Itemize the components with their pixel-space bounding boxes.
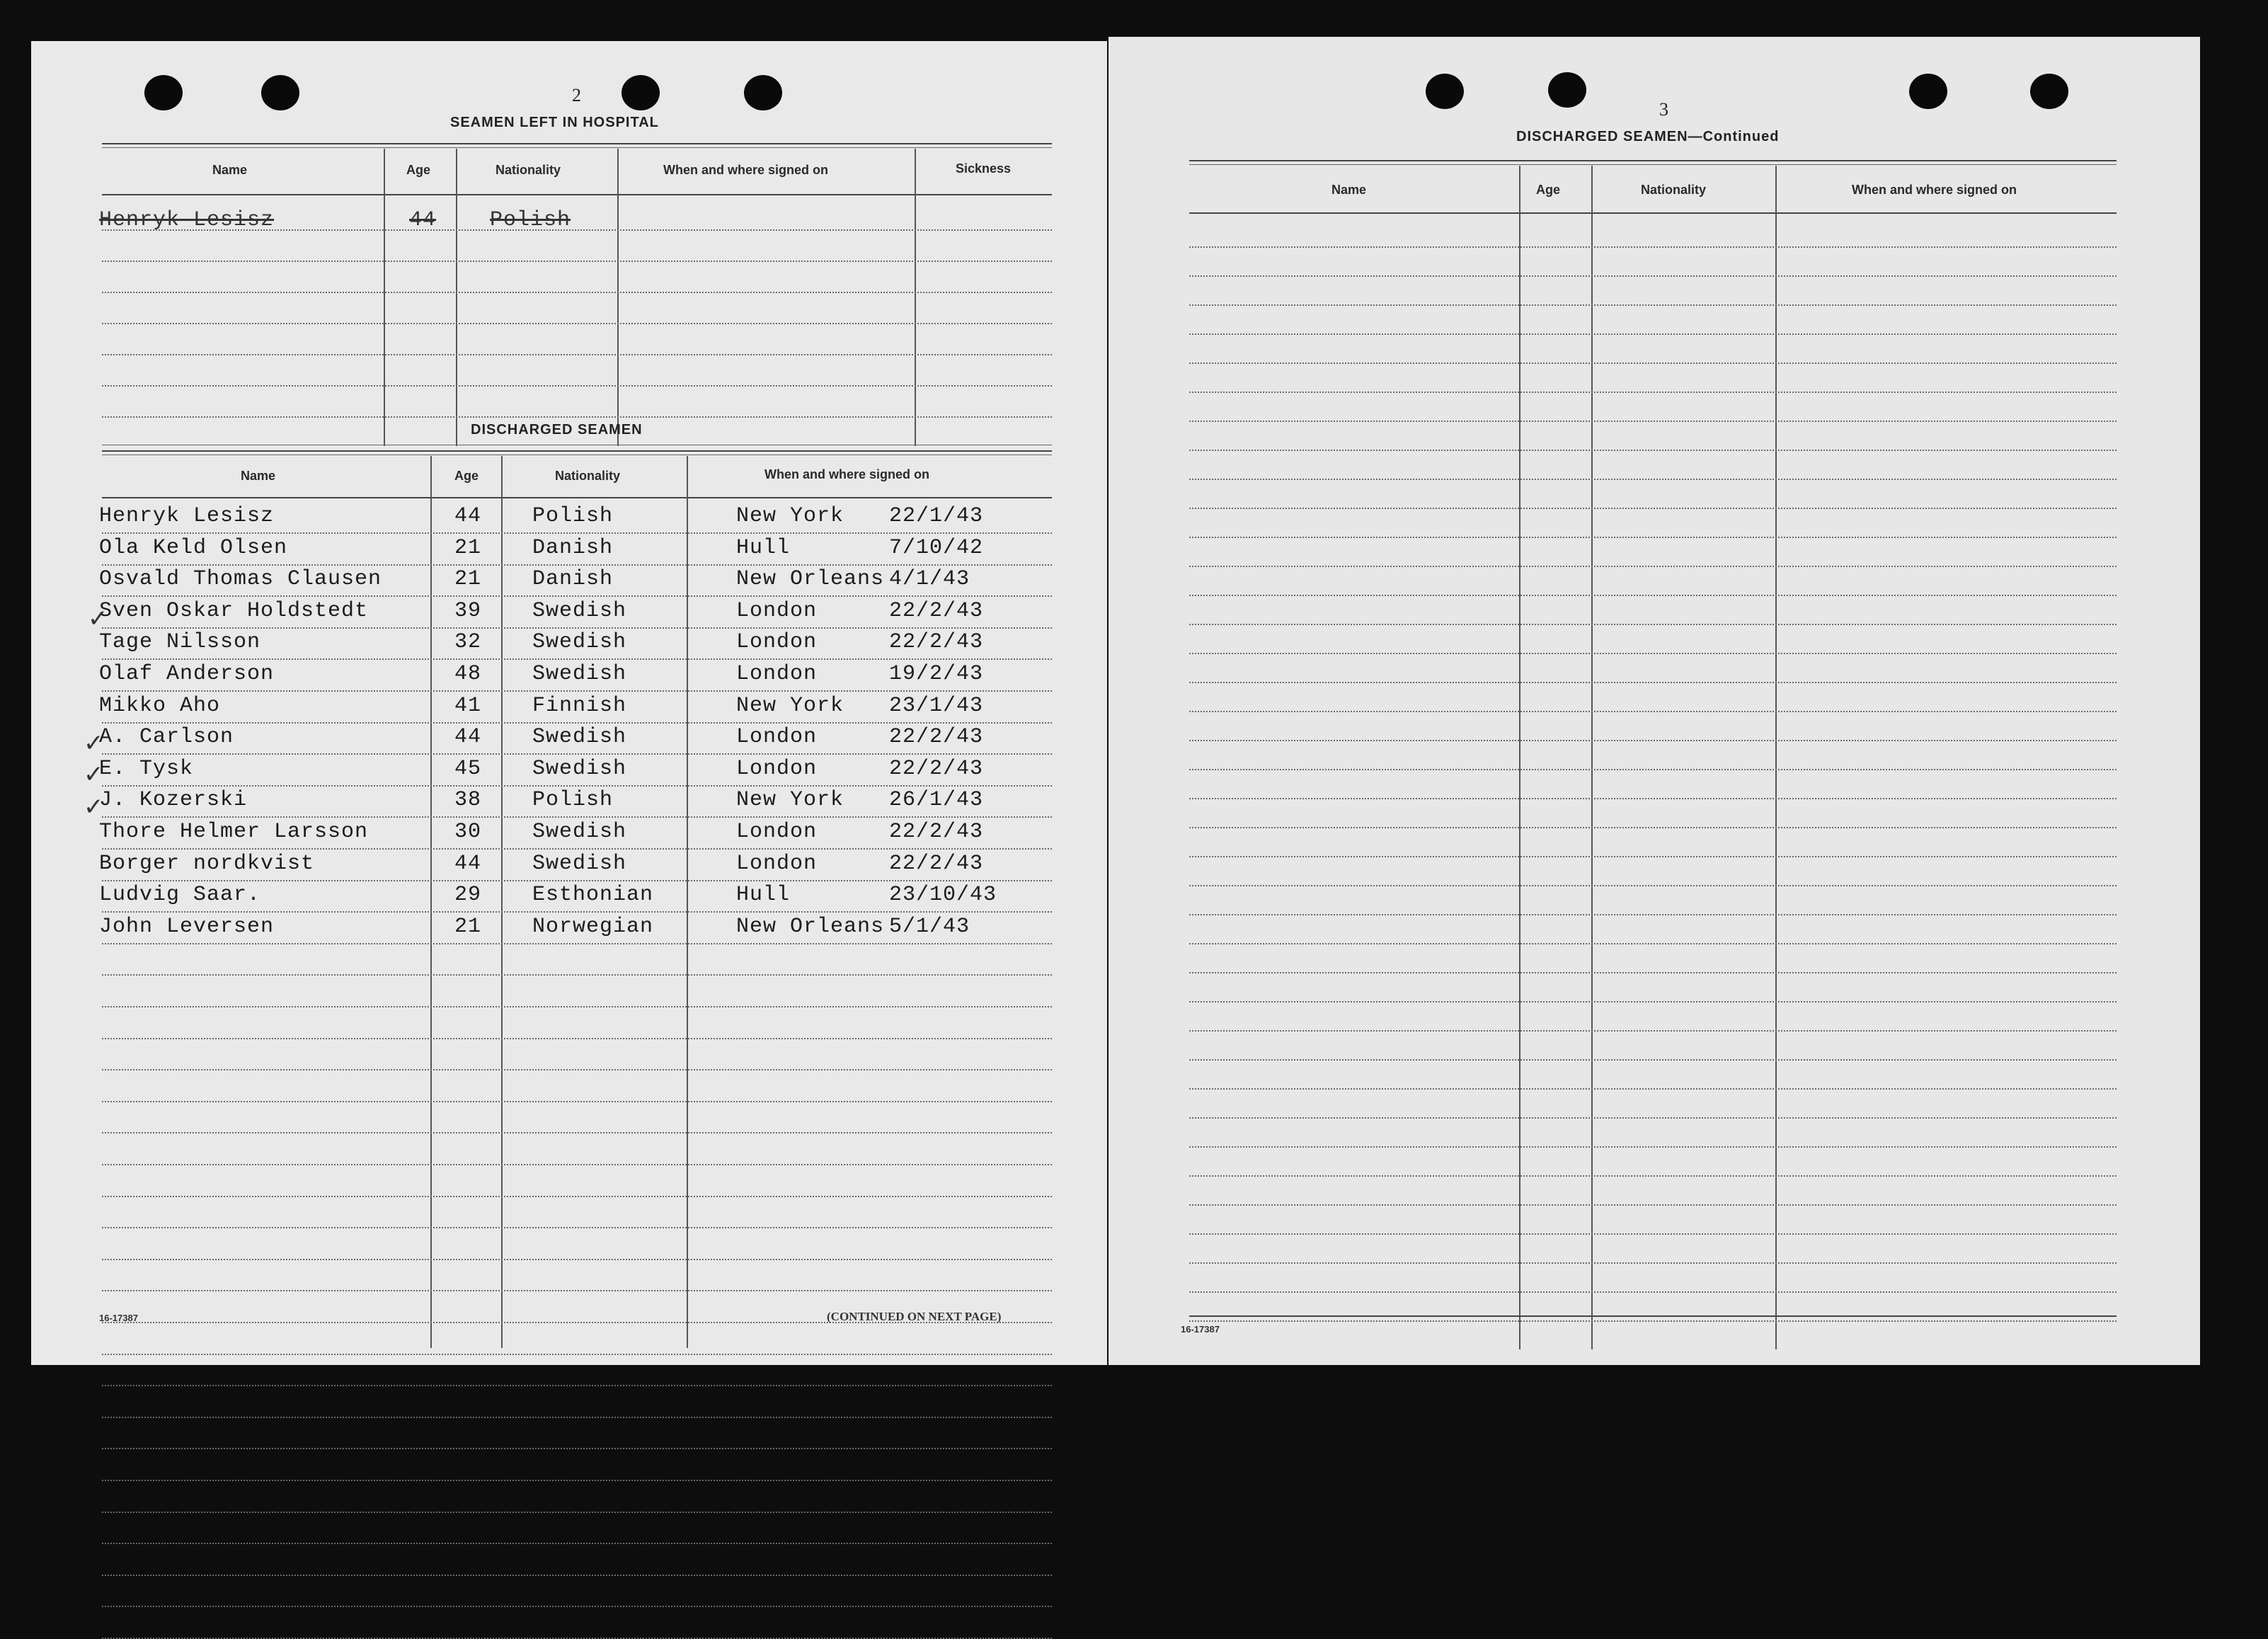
col-nationality: Nationality — [1641, 183, 1707, 197]
form-number: 16-17387 — [99, 1313, 138, 1323]
cell-age: 29 — [454, 883, 482, 907]
cell-name: Mikko Aho — [99, 694, 221, 718]
cell-place: London — [736, 852, 818, 876]
cell-age: 44 — [454, 504, 482, 528]
punch-hole — [1909, 74, 1947, 109]
col-age: Age — [1536, 183, 1561, 197]
cell-age: 45 — [454, 757, 482, 781]
col-age: Age — [454, 469, 479, 483]
punch-hole — [622, 75, 660, 110]
cell-name: A. Carlson — [99, 725, 234, 749]
cell-age: 48 — [454, 662, 482, 686]
cell-nationality: Swedish — [532, 725, 627, 749]
col-sickness: Sickness — [956, 161, 1012, 176]
left-page — [31, 41, 1107, 1365]
cell-age: 32 — [454, 630, 482, 654]
cell-age: 21 — [454, 536, 482, 560]
cell-age: 21 — [454, 915, 482, 939]
cell-place: New York — [736, 788, 844, 812]
cell-name: Tage Nilsson — [99, 630, 261, 654]
cell-date: 26/1/43 — [889, 788, 984, 812]
cell-name: Osvald Thomas Clausen — [99, 567, 382, 591]
cell-place: London — [736, 725, 818, 749]
cell-age: 38 — [454, 788, 482, 812]
struck-name: Henryk Lesisz — [99, 208, 275, 232]
punch-hole — [144, 75, 183, 110]
col-signed-on: When and where signed on — [764, 467, 930, 481]
cell-age: 44 — [454, 852, 482, 876]
cell-name: Thore Helmer Larsson — [99, 820, 369, 844]
page-number: 3 — [1659, 99, 1668, 120]
cell-date: 19/2/43 — [889, 662, 984, 686]
cell-place: Hull — [736, 536, 791, 560]
cell-nationality: Swedish — [532, 820, 627, 844]
cell-date: 7/10/42 — [889, 536, 984, 560]
cell-nationality: Norwegian — [532, 915, 654, 939]
col-age: Age — [406, 163, 431, 177]
punch-hole — [744, 75, 782, 110]
cell-place: New York — [736, 504, 844, 528]
cell-age: 44 — [454, 725, 482, 749]
col-name: Name — [241, 469, 276, 483]
col-nationality: Nationality — [555, 469, 621, 483]
check-mark: ✓ — [88, 605, 108, 633]
cell-age: 39 — [454, 599, 482, 623]
cell-name: Henryk Lesisz — [99, 504, 275, 528]
cell-nationality: Swedish — [532, 630, 627, 654]
cell-date: 22/2/43 — [889, 820, 984, 844]
cell-date: 22/1/43 — [889, 504, 984, 528]
check-mark: ✓ — [84, 793, 104, 821]
cell-date: 23/1/43 — [889, 694, 984, 718]
cell-place: London — [736, 662, 818, 686]
cell-date: 23/10/43 — [889, 883, 997, 907]
punch-hole — [2030, 74, 2068, 109]
cell-nationality: Esthonian — [532, 883, 654, 907]
cell-nationality: Polish — [532, 788, 614, 812]
col-signed-on: When and where signed on — [663, 163, 829, 177]
cell-name: Olaf Anderson — [99, 662, 275, 686]
cell-date: 22/2/43 — [889, 599, 984, 623]
cell-name: Ludvig Saar. — [99, 883, 261, 907]
cell-place: Hull — [736, 883, 791, 907]
cell-nationality: Danish — [532, 567, 614, 591]
cell-place: London — [736, 820, 818, 844]
punch-hole — [1548, 72, 1586, 108]
cell-age: 30 — [454, 820, 482, 844]
cell-name: E. Tysk — [99, 757, 194, 781]
struck-age: 44 — [409, 208, 437, 232]
form-number: 16-17387 — [1181, 1324, 1220, 1335]
cell-age: 21 — [454, 567, 482, 591]
cell-nationality: Swedish — [532, 599, 627, 623]
cell-nationality: Polish — [532, 504, 614, 528]
continued-section-title: DISCHARGED SEAMEN—Continued — [1516, 129, 1780, 144]
cell-name: J. Kozerski — [99, 788, 248, 812]
check-mark: ✓ — [84, 760, 104, 789]
check-mark: ✓ — [84, 729, 104, 758]
cell-name: Borger nordkvist — [99, 852, 315, 876]
cell-nationality: Swedish — [532, 662, 627, 686]
cell-date: 22/2/43 — [889, 852, 984, 876]
struck-nationality: Polish — [490, 208, 571, 232]
col-signed-on: When and where signed on — [1852, 183, 2017, 197]
cell-nationality: Swedish — [532, 852, 627, 876]
punch-hole — [261, 75, 299, 110]
discharged-section-title: DISCHARGED SEAMEN — [471, 422, 643, 438]
cell-nationality: Finnish — [532, 694, 627, 718]
cell-name: Sven Oskar Holdstedt — [99, 599, 369, 623]
cell-place: New Orleans — [736, 915, 885, 939]
cell-date: 22/2/43 — [889, 757, 984, 781]
punch-hole — [1426, 74, 1464, 109]
col-name: Name — [1331, 183, 1367, 197]
cell-name: Ola Keld Olsen — [99, 536, 288, 560]
cell-place: New Orleans — [736, 567, 885, 591]
page-number: 2 — [572, 85, 581, 105]
cell-place: London — [736, 630, 818, 654]
continued-note: (CONTINUED ON NEXT PAGE) — [827, 1310, 1002, 1323]
cell-date: 22/2/43 — [889, 630, 984, 654]
cell-place: London — [736, 757, 818, 781]
col-nationality: Nationality — [496, 163, 561, 177]
right-page — [1109, 37, 2200, 1365]
cell-nationality: Swedish — [532, 757, 627, 781]
hospital-section-title: SEAMEN LEFT IN HOSPITAL — [450, 115, 659, 130]
cell-place: London — [736, 599, 818, 623]
cell-name: John Leversen — [99, 915, 275, 939]
cell-date: 5/1/43 — [889, 915, 970, 939]
cell-place: New York — [736, 694, 844, 718]
cell-age: 41 — [454, 694, 482, 718]
cell-date: 22/2/43 — [889, 725, 984, 749]
col-name: Name — [212, 163, 248, 177]
cell-date: 4/1/43 — [889, 567, 970, 591]
cell-nationality: Danish — [532, 536, 614, 560]
